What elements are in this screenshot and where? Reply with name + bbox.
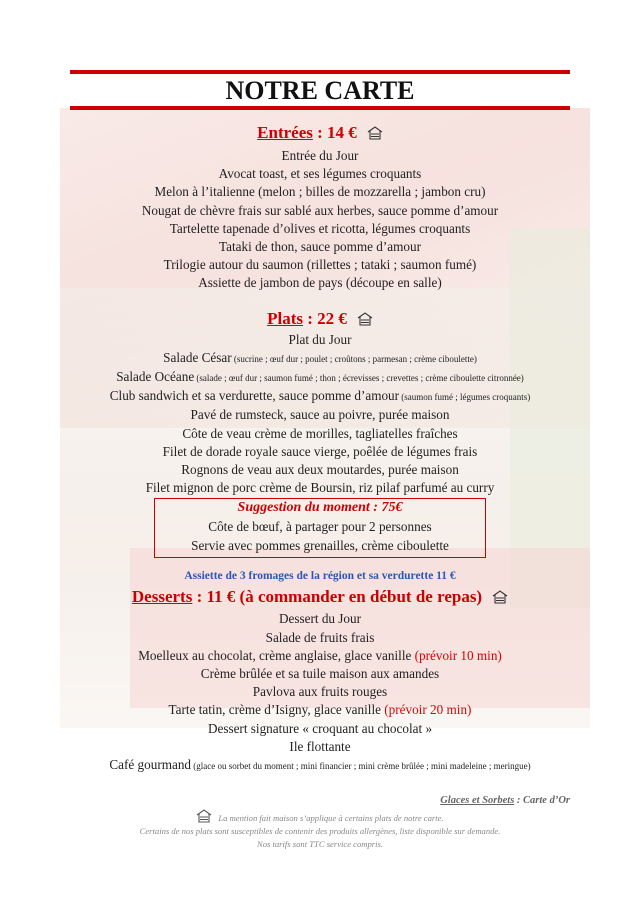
glaces-value: : Carte d’Or — [514, 795, 570, 806]
plats-heading — [0, 307, 640, 331]
plat-item — [0, 349, 640, 368]
desserts-price: : 11 € (à commander en début de repas) — [192, 587, 483, 607]
dessert-item — [0, 701, 640, 719]
plat-item-main: Club sandwich et sa verdurette, sauce pomme d’amour — [109, 388, 400, 404]
plats-price: : 22 € — [302, 308, 347, 328]
plat-item-detail: (sucrine ; œuf dur ; poulet ; croûtons ; parmesan ; crème ciboulette) — [231, 353, 477, 364]
entree-item: Tataki de thon, sauce pomme d’amour — [219, 239, 421, 255]
footer-note-text: La mention fait maison s’applique à certains plats de notre carte. — [218, 813, 444, 823]
title-rule — [70, 106, 570, 110]
dessert-item: Dessert signature « croquant au chocolat » — [207, 720, 433, 736]
plat-item — [0, 387, 640, 406]
dessert-item — [0, 756, 640, 775]
entree-item: Avocat toast, et ses légumes croquants — [218, 166, 422, 182]
menu-content — [0, 112, 640, 775]
entrees-name: Entrées — [257, 123, 313, 142]
entree-item: Assiette de jambon de pays (découpe en salle) — [198, 275, 442, 291]
entrees-heading — [0, 121, 640, 145]
house-icon — [367, 126, 383, 140]
footer-notes — [0, 809, 640, 851]
dessert-item: Ile flottante — [289, 738, 351, 754]
plat-item — [0, 368, 640, 387]
dessert-item-note: (prévoir 20 min) — [380, 702, 472, 718]
desserts-heading — [0, 586, 640, 608]
plat-item: Filet mignon de porc crème de Boursin, riz pilaf parfumé au curry — [145, 480, 495, 496]
dessert-item-main: Moelleux au chocolat, crème anglaise, glace vanille — [138, 647, 412, 663]
dessert-item: Salade de fruits frais — [265, 629, 375, 645]
suggestion-title: Suggestion du moment : 75€ — [237, 500, 403, 516]
dessert-item-note: (prévoir 10 min) — [411, 647, 502, 663]
dessert-item: Dessert du Jour — [278, 611, 362, 627]
house-icon — [196, 809, 212, 823]
plat-item-detail: (salade ; œuf dur ; saumon fumé ; thon ; écrevisses ; crevettes ; crème ciboulette citronnée) — [194, 373, 524, 384]
cheese-plate: Assiette de 3 fromages de la région et sa verdurette 11 € — [184, 570, 456, 583]
entree-item: Melon à l’italienne (melon ; billes de mozzarella ; jambon cru) — [154, 184, 486, 200]
desserts-name: Desserts — [131, 587, 193, 607]
footer-note-homemade — [0, 809, 640, 825]
page-title: NOTRE CARTE — [225, 76, 415, 105]
plats-name: Plats — [267, 308, 303, 328]
plat-item: Plat du Jour — [288, 331, 352, 347]
entrees-price: : 14 € — [312, 123, 357, 142]
entree-item: Nougat de chèvre frais sur sablé aux herbes, sauce pomme d’amour — [141, 202, 499, 218]
plat-item-main: Salade César — [163, 349, 232, 365]
suggestion-box — [154, 498, 486, 558]
dessert-item: Crème brûlée et sa tuile maison aux amandes — [200, 666, 440, 682]
footer-note-allergens: Certains de nos plats sont susceptibles de contenir des produits allergènes, liste disponible sur demande. — [139, 826, 501, 836]
house-icon — [357, 312, 373, 326]
plat-item: Rognons de veau aux deux moutardes, purée maison — [181, 462, 459, 478]
entree-item: Entrée du Jour — [281, 148, 359, 163]
plat-item: Pavé de rumsteck, sauce au poivre, purée maison — [190, 407, 450, 423]
plat-item: Côte de veau crème de morilles, tagliatelles fraîches — [182, 425, 458, 441]
top-rule — [70, 70, 570, 74]
glaces-note — [440, 795, 570, 806]
suggestion-line: Servie avec pommes grenailles, crème ciboulette — [191, 538, 449, 554]
suggestion-line: Côte de bœuf, à partager pour 2 personnes — [208, 519, 432, 535]
plat-item-main: Salade Océane — [116, 369, 195, 385]
dessert-item-detail: (glace ou sorbet du moment ; mini financier ; mini crème brûlée ; mini madeleine ; meringue) — [191, 761, 531, 772]
plat-item-detail: (saumon fumé ; légumes croquants) — [399, 392, 531, 403]
entree-item: Tartelette tapenade d’olives et ricotta, légumes croquants — [169, 220, 471, 236]
dessert-item: Pavlova aux fruits rouges — [252, 684, 388, 700]
dessert-item-main: Café gourmand — [109, 757, 192, 773]
dessert-item-main: Tarte tatin, crème d’Isigny, glace vanille — [168, 702, 381, 718]
glaces-label: Glaces et Sorbets — [440, 795, 515, 806]
dessert-item — [0, 647, 640, 665]
house-icon — [492, 590, 508, 604]
entree-item: Trilogie autour du saumon (rillettes ; tataki ; saumon fumé) — [163, 257, 477, 273]
footer-note-prices: Nos tarifs sont TTC service compris. — [256, 839, 384, 849]
plat-item: Filet de dorade royale sauce vierge, poêlée de légumes frais — [162, 443, 478, 459]
